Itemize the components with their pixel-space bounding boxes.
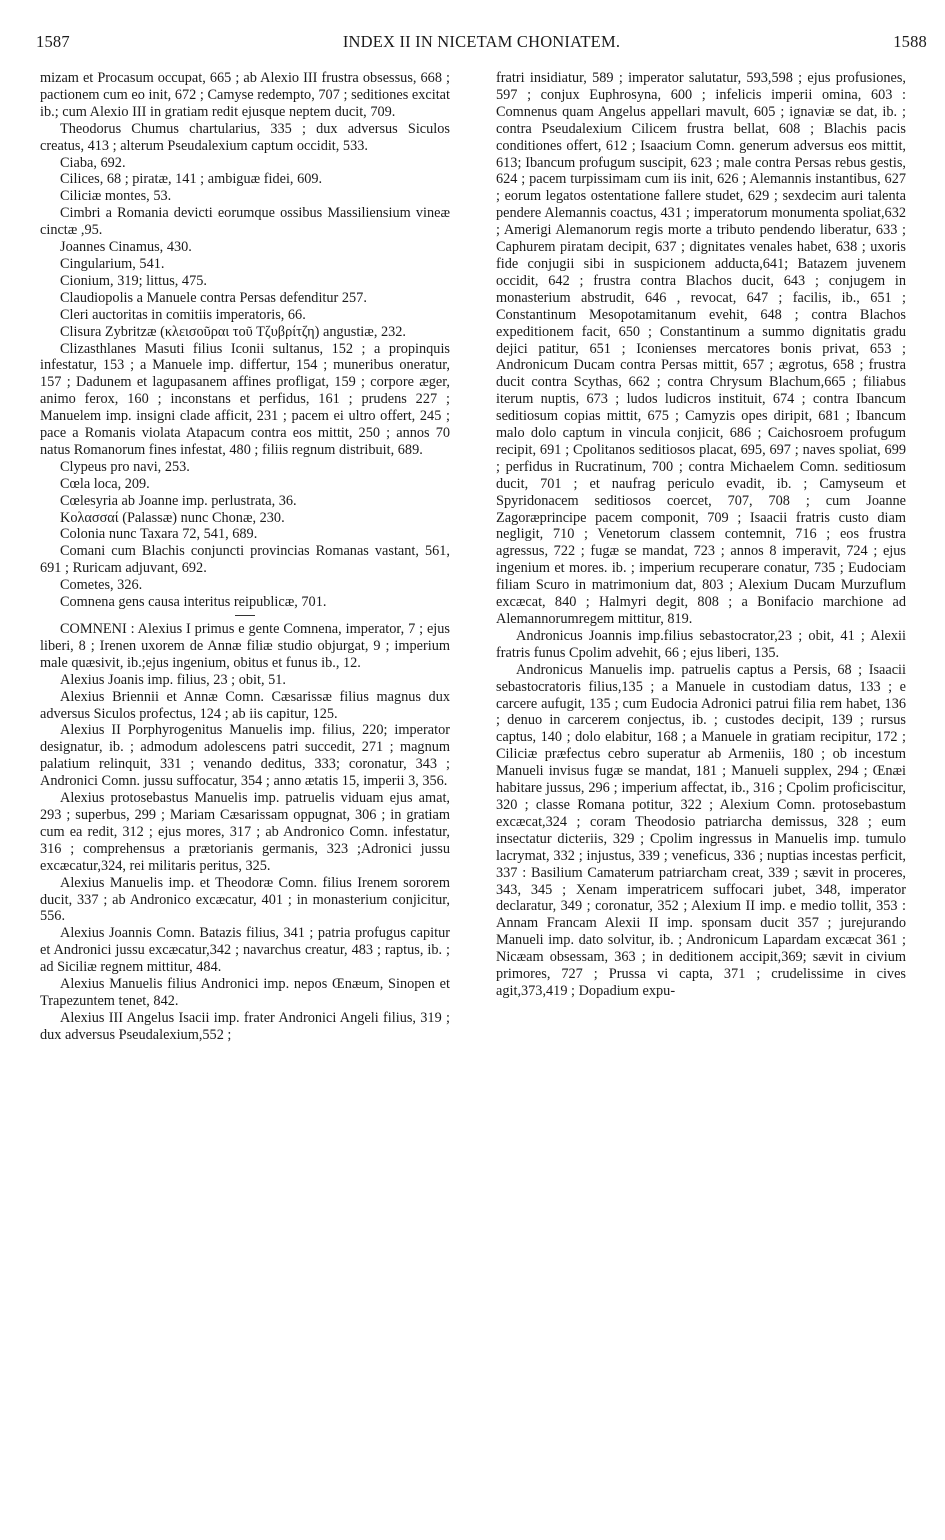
index-entry: Andronicus Manuelis imp. patruelis captus a Persis, 68 ; Isaacii sebastocratoris filius,135 ; a Manuele in custodiam datus, 133 ; e carcere aufugit, 135 ; cum Eudocia Adronici patrui filia rem habet, 136 ; denuo in carcerem conjectus, ib. ; custodes decipit, 139 ; rursus captus, 140 ; dolo elabitur, 168 ; a Manuele in gratiam recipitur, 172 ; Ciliciæ præfectus cebro superatur ab Armeniis, 180 ; ob incestum Manueli invisus fugæ se mandat, 181 ; Manueli supplex, 294 ; Œnæi habitare jussus, 296 ; imperium affectat, ib., 316 ; Cpolim proficiscitur, 320 ; classe Romana potitur, 322 ; Alexium Comn. protosebastum excæcat,324 ; coram Theodosio patriarcha demissus, 328 ; eum insectatur dicteriis, 329 ; Cpolim ingressus in Manuelis imp. tumulo lacrymat, 332 ; injustus, 339 ; veneficus, 336 ; nuptias incestas perficit, 337 : Basilium Camaterum patriarcham creat, 339 ; sævit in proceres, 343, 345 ; Xenam imperatricem suffocari jubet, 348, imperator declaratur, 349 ; coronatur, 352 ; Alexium II imp. e medio tollit, 353 : Annam Francam Alexii II imp. sponsam ducit 357 ; jurejurando Manueli imp. dato solvitur, ib. ; Andronicum Lapardam excæcat 361 ; Nicæam obsessam, 363 ; in deditionem accipit,369; sævit in civium primores, 727 ; Prussa vi capta, 371 ; crudelissime in cives agit,373,419 ; Dopadium expu- [496,661,906,999]
page-title: INDEX II IN NICETAM CHONIATEM. [342,32,621,51]
index-entry: Cingularium, 541. [60,255,165,272]
index-entry: Cionium, 319; littus, 475. [60,272,207,289]
index-entry: mizam et Procasum occupat, 665 ; ab Alexio III frustra obsessus, 668 ; pactionem cum eo init, 672 ; Camyse redempto, 707 ; seditiones excitat ib.; cum Alexio III in gratiam redit ejusque neptem ducit, 709. [40,70,450,120]
page-number-right: 1588 [893,32,927,51]
index-entry: Joannes Cinamus, 430. [60,239,192,256]
index-entry: Alexius protosebastus Manuelis imp. patruelis viduam ejus amat, 293 ; superbus, 299 ; Mariam Cæsarissam oppugnat, 306 ; in gratiam cum ea redit, 312 ; ejus mores, 317 ; ab Andronico Comn. infestatur, 316 ; comprehensus a prætorianis germanis, 323 ;Adronici jussu excæcatur,324, rei militaris peritus, 325. [40,790,450,874]
index-entry: Alexius III Angelus Isacii imp. frater Andronici Angeli filius, 319 ; dux adversus Pseudalexium,552 ; [40,1009,450,1043]
index-entry: Ciaba, 692. [60,154,126,171]
index-entry: Cimbri a Romania devicti eorumque ossibus Massiliensium vineæ cinctæ ,95. [40,205,450,239]
index-entry: Ciliciæ montes, 53. [60,188,172,205]
index-entry: Clizasthlanes Masuti filius Iconii sultanus, 152 ; a propinquis infestatur, 153 ; a Manuele imp. differtur, 154 ; muneribus oneratur, 157 ; Dadunem et lagupasanem affines profligat, 159 ; corpore æger, animo ferox, 160 ; inconstans et perfidus, 161 ; prudens 227 ; Manuelem imp. insigni clade afficit, 231 ; pacem ei ultro offert, 245 ; pace a Romanis violata Atapacum contra eos mittit, 250 ; annos 70 natus Romanorum fines infestat, 480 ; filiis regnum distribuit, 689. [40,340,450,458]
index-entry: Cometes, 326. [60,577,143,594]
index-entry: Cœlesyria ab Joanne imp. perlustrata, 36. [60,492,297,509]
index-entry: Cleri auctoritas in comitiis imperatoris, 66. [60,306,306,323]
page-number-left: 1587 [36,32,70,51]
index-entry: fratri insidiatur, 589 ; imperator salutatur, 593,598 ; ejus profusiones, 597 ; conjux Euphrosyna, 600 ; infelicis imperii omina, 603 : Comnenus quam Angelus appellari mavult, 605 ; ignaviæ se dat, ib. ; contra Pseudalexium Cilicem frustra bellat, 608 ; Blachis pacis conditiones offert, 612 ; Isaacium Comn. generum adversus eos mittit, 613; Ibancum profugum suscipit, 623 ; male contra Persas rebus gestis, 624 ; pacem turpissimam cum iis init, 626 ; Alemannis instantibus, 627 ; eorum legatos ostentatione fallere studet, 629 ; sexdecim auri talenta pendere Alemannis coactus, 431 ; imperatorum monumenta spoliat,632 ; Amerigi Alemanorum regis morte a tributo pendendo liberatur, 633 ; Caphurem piratam decipit, 637 ; dignitates venales habet, 638 ; uxoris fide conjugii sibi in suspicionem adducta,641; Batazem juvenem occidit, 642 ; frustra contra Blachos ducit, 643 ; conjugem in monasterium abstrudit, 646 , revocat, 647 ; facilis, ib., 651 ; Constantinum Mesopotamitanum evehit, 648 ; contra Blachos expeditionem facit, 650 ; Constantinum a summo dignitatis gradu dejici patitur, 651 ; Iconienses mercatores bonis privat, 653 ; Andronicum Ducam contra Persas mittit, 657 ; ægrotus, 658 ; frustra ducit contra Scythas, 662 ; contra Chrysum Blachum,665 ; filiabus iterum nuptis, 673 ; ludos ludicros instituit, 674 ; contra Ibancum seditiosum copias mittit, 675 ; Camyzis opes diripit, 681 ; Ibancum malo dolo captum in vincula conjicit, 686 ; Caichosroem profugum recipit, 691 ; Cpolitanos seditiosos placat, 695, 697 ; naves spoliat, 699 ; perfidus in Rucratinum, 700 ; contra Michaelem Comn. seditiosum ducit, 701 ; et naufrag periculo evadit, ib. ; Camyseum et Spyridonacem seditiosos coercet, 707, 708 ; cum Joanne Zagoræprincipe pacem componit, 709 ; Isaacii fratris custo diam negligit, 710 ; Venetorum classem contemnit, 716 ; eos frustra agressus, 722 ; fugæ se mandat, 723 ; annos 8 imperavit, 724 ; ejus ingenium et mores. ib. ; imperium recuperare conatur, 735 ; Eudociam filiam Scuro in matrimonium dat, 803 ; Alexium Ducam Murzuflum excæcat, 840 ; Halmyri degit, 808 ; a Bonifacio marchione ad Alemannorumregem mittitur, 819. [496,70,906,627]
index-entry: Theodorus Chumus chartularius, 335 ; dux adversus Siculos creatus, 413 ; alterum Pseudalexium captum occidit, 533. [40,120,450,154]
index-entry: Alexius II Porphyrogenitus Manuelis imp. filius, 220; imperator designatur, ib. ; admodum adolescens patri succedit, 271 ; magnum palatium relinquit, 331 ; venando deditus, 333; coronatur, 343 ; Andronici Comn. jussu suffocatur, 354 ; anno ætatis 15, imperii 3, 356. [40,722,450,790]
index-entry: Clisura Zybritzæ (κλεισοῦραι τοῦ Τζυβρίτζη) angustiæ, 232. [60,323,406,340]
index-entry: Κολασσαί (Palassæ) nunc Chonæ, 230. [60,509,285,526]
index-entry: Alexius Manuelis imp. et Theodoræ Comn. filius Irenem sororem ducit, 337 ; ab Andronico excæcatur, 401 ; in monasterium conjicitur, 556. [40,874,450,925]
index-entry: Andronicus Joannis imp.filius sebastocrator,23 ; obit, 41 ; Alexii fratris funus Cpolim advehit, 66 ; ejus liberi, 135. [496,627,906,661]
index-entry: Alexius Manuelis filius Andronici imp. nepos Œnæum, Sinopen et Trapezuntem tenet, 842. [40,976,450,1009]
section-divider [235,615,255,616]
index-entry: Cœla loca, 209. [60,475,150,492]
right-column [496,70,906,1000]
left-column [40,70,450,1044]
index-entry: Cilices, 68 ; piratæ, 141 ; ambiguæ fidei, 609. [60,171,323,188]
index-entry: Colonia nunc Taxara 72, 541, 689. [60,526,258,543]
index-entry: Clypeus pro navi, 253. [60,458,190,475]
index-entry: Alexius Briennii et Annæ Comn. Cæsarissæ filius magnus dux adversus Siculos profectus, 124 ; ab iis capitur, 125. [40,688,450,722]
index-entry: Claudiopolis a Manuele contra Persas defenditur 257. [60,289,367,306]
running-header [36,32,927,54]
index-entry: Comnena gens causa interitus reipublicæ, 701. [60,594,327,611]
index-entry: COMNENI : Alexius I primus e gente Comnena, imperator, 7 ; ejus liberi, 8 ; Irenen uxorem de Annæ filiæ studio objurgat, 9 ; imperium male quæsivit, ib.;ejus ingenium, obitus et funus ib., 12. [40,621,450,671]
index-entry: Alexius Joanis imp. filius, 23 ; obit, 51. [60,671,286,688]
index-entry: Alexius Joannis Comn. Batazis filius, 341 ; patria profugus capitur et Andronici jussu excæcatur,342 ; navarchus creatur, 483 ; raptus, ib. ; ad Siciliæ regnem mittitur, 484. [40,925,450,976]
index-entry: Comani cum Blachis conjuncti provincias Romanas vastant, 561, 691 ; Ruricam adjuvant, 692. [40,543,450,577]
